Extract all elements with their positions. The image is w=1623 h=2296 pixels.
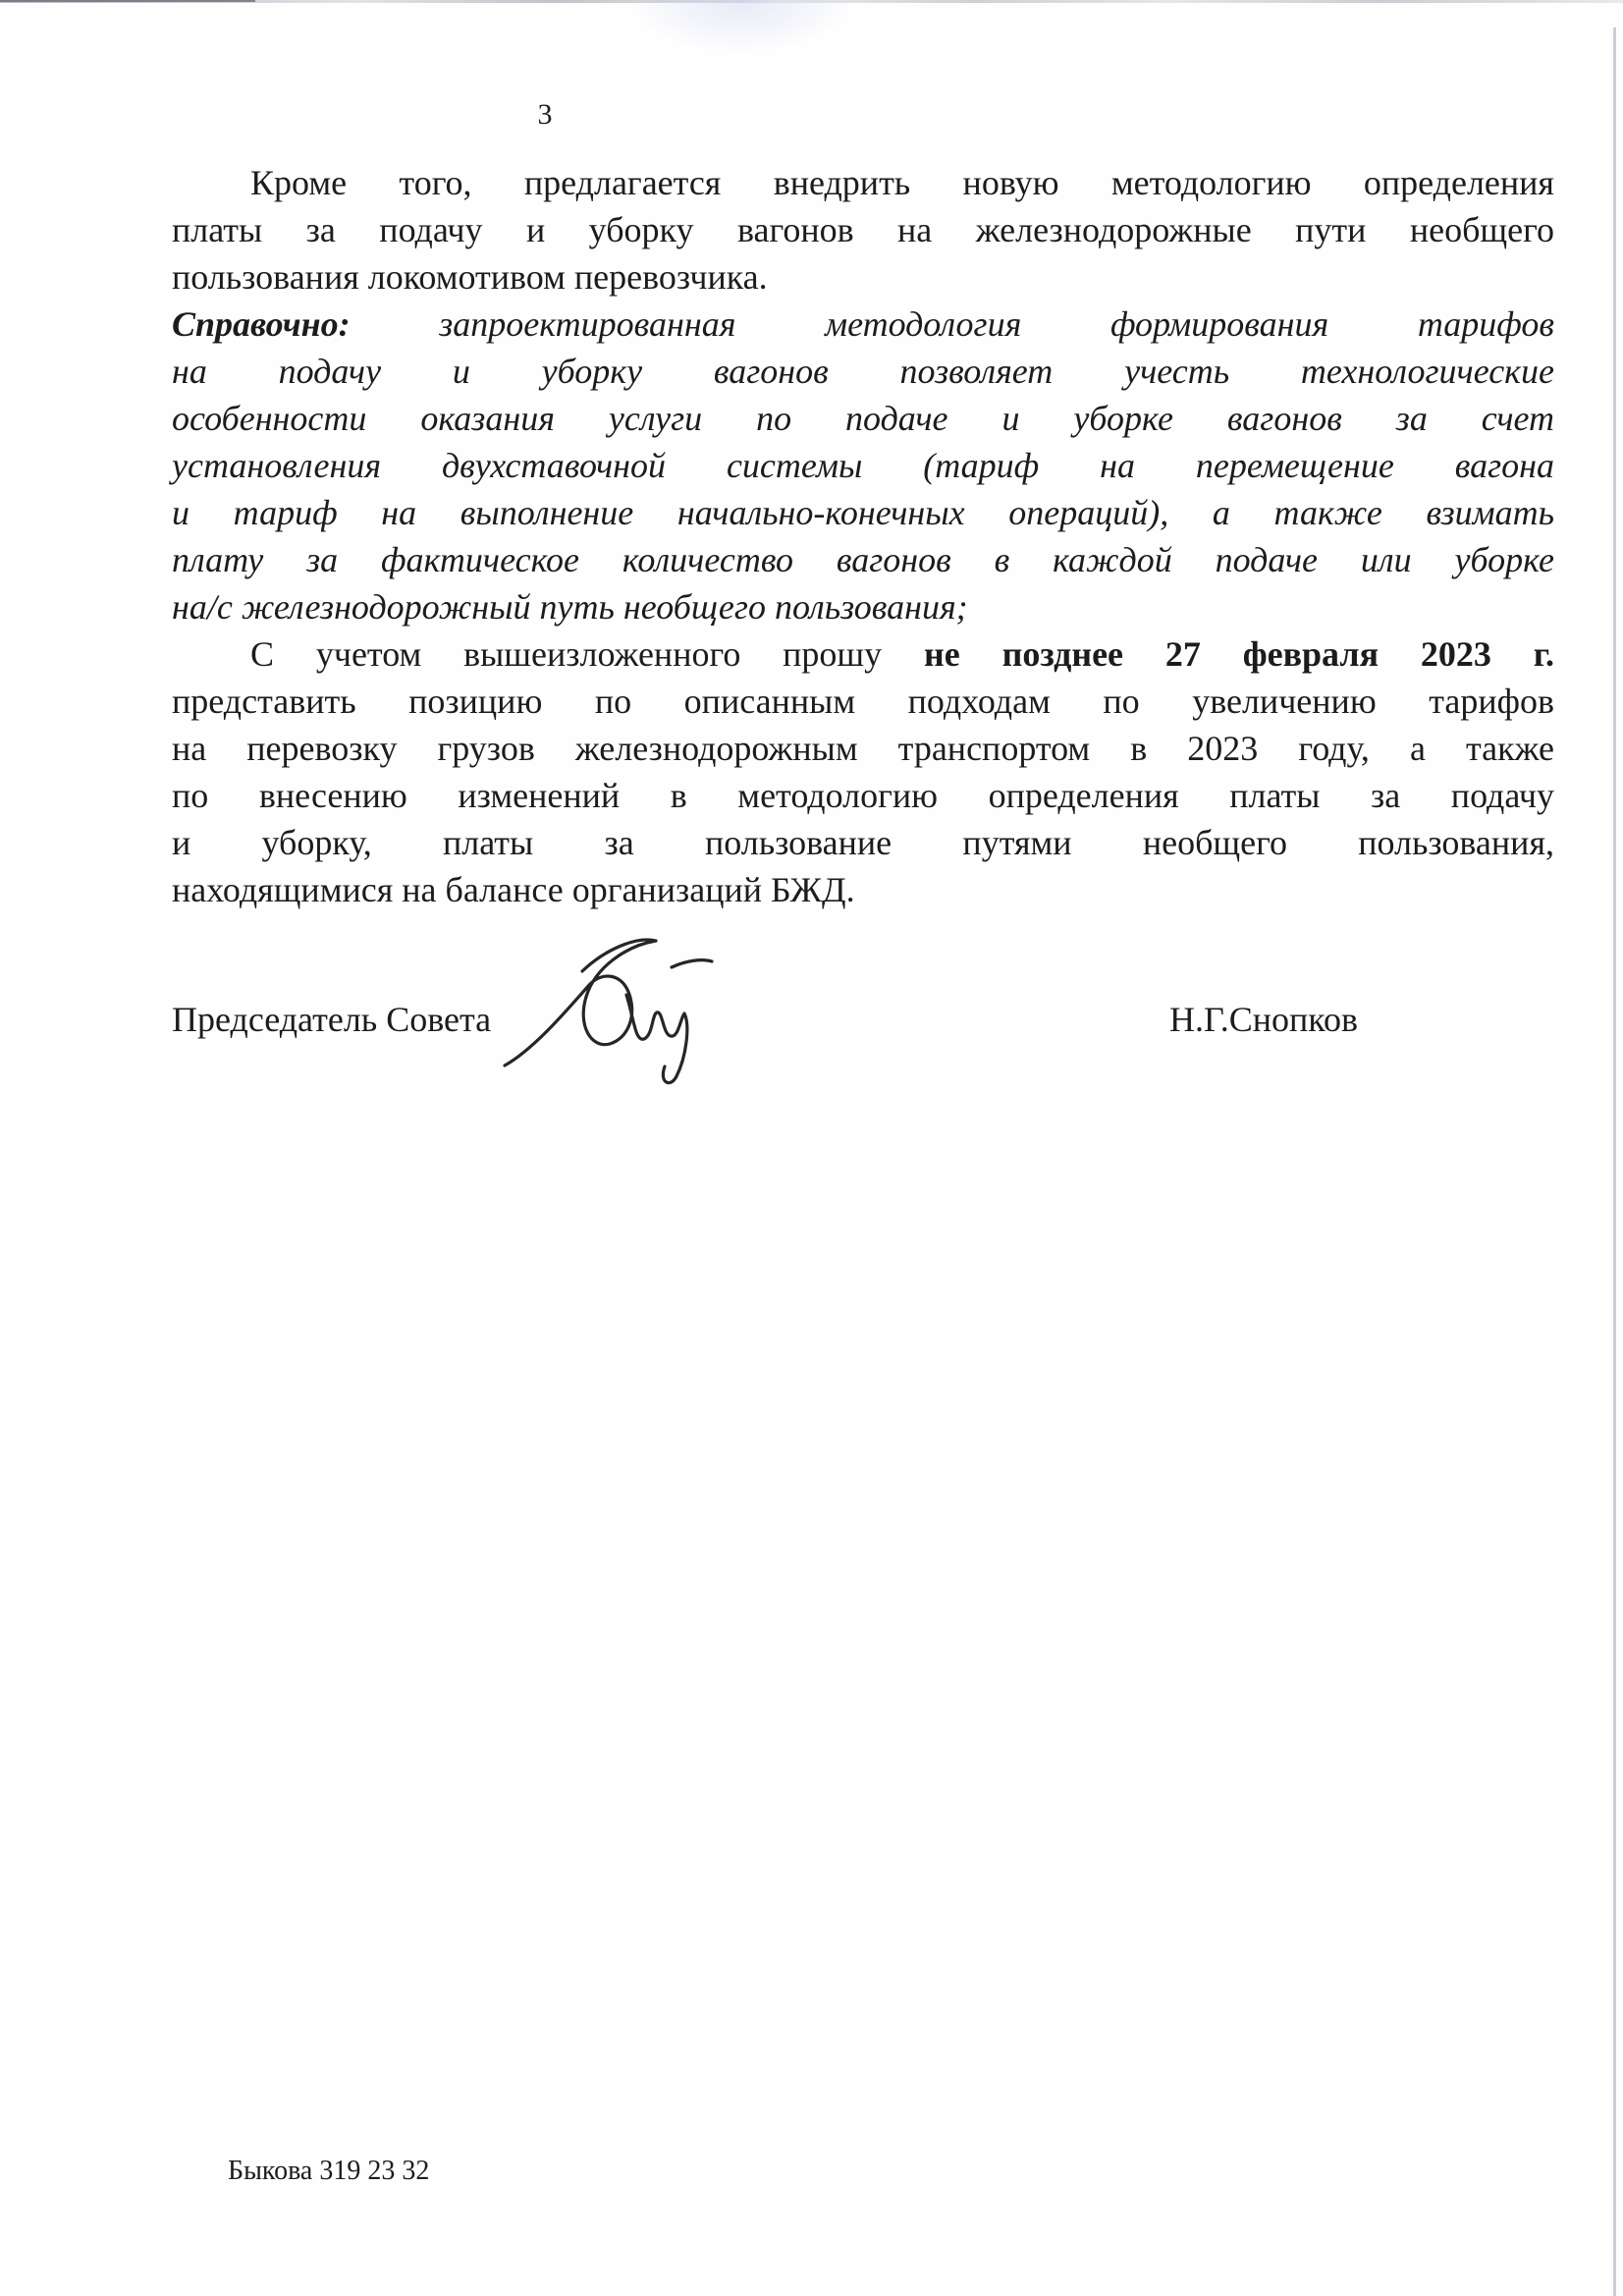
paragraph-s-uchetom-request bbox=[172, 630, 1554, 913]
note-line-text: запроектированная методология формирования тарифов bbox=[439, 304, 1554, 344]
text-line: установления двухставочной системы (тариф на перемещение вагона bbox=[172, 446, 1554, 485]
paragraph-krome-togo bbox=[172, 159, 1554, 301]
scan-artifact-top-left-dark bbox=[0, 0, 255, 2]
text-line bbox=[172, 301, 1554, 348]
text-line: пользования локомотивом перевозчика. bbox=[172, 257, 768, 297]
text-line: Кроме того, предлагается внедрить новую методологию определения bbox=[250, 163, 1554, 202]
executor-contact: Быкова 319 23 32 bbox=[228, 2156, 430, 2186]
request-line-plain: С учетом вышеизложенного прошу bbox=[250, 634, 883, 674]
scan-artifact-smudge bbox=[628, 0, 854, 54]
signee-position-title: Председатель Совета bbox=[172, 1000, 492, 1039]
deadline-text: не позднее 27 февраля 2023 г. bbox=[924, 634, 1555, 674]
text-line: на подачу и уборку вагонов позволяет учесть технологические bbox=[172, 352, 1554, 391]
text-line: на перевозку грузов железнодорожным транспортом в 2023 году, а также bbox=[172, 729, 1554, 768]
text-line: и тариф на выполнение начально-конечных операций), а также взимать bbox=[172, 493, 1554, 532]
text-line: особенности оказания услуги по подаче и уборке вагонов за счет bbox=[172, 399, 1554, 438]
text-line bbox=[172, 630, 1554, 678]
paragraph-spravochno-note bbox=[172, 301, 1554, 630]
letter-body bbox=[172, 159, 1554, 913]
note-label: Справочно: bbox=[172, 304, 351, 344]
text-line: плату за фактическое количество вагонов в каждой подаче или уборке bbox=[172, 540, 1554, 579]
scan-artifact-right-edge bbox=[1613, 27, 1616, 2296]
page-number: 3 bbox=[537, 98, 553, 131]
text-line: платы за подачу и уборку вагонов на железнодорожные пути необщего bbox=[172, 210, 1554, 249]
signee-name: Н.Г.Снопков bbox=[1169, 1000, 1358, 1039]
signature-block bbox=[172, 996, 1554, 1043]
text-line: представить позицию по описанным подходам по увеличению тарифов bbox=[172, 682, 1554, 721]
text-line: находящимися на балансе организаций БЖД. bbox=[172, 870, 855, 909]
text-line: и уборку, платы за пользование путями необщего пользования, bbox=[172, 823, 1554, 862]
text-line: по внесению изменений в методологию определения платы за подачу bbox=[172, 776, 1554, 815]
text-line: на/с железнодорожный путь необщего пользования; bbox=[172, 587, 968, 627]
handwritten-signature-icon bbox=[489, 928, 717, 1100]
